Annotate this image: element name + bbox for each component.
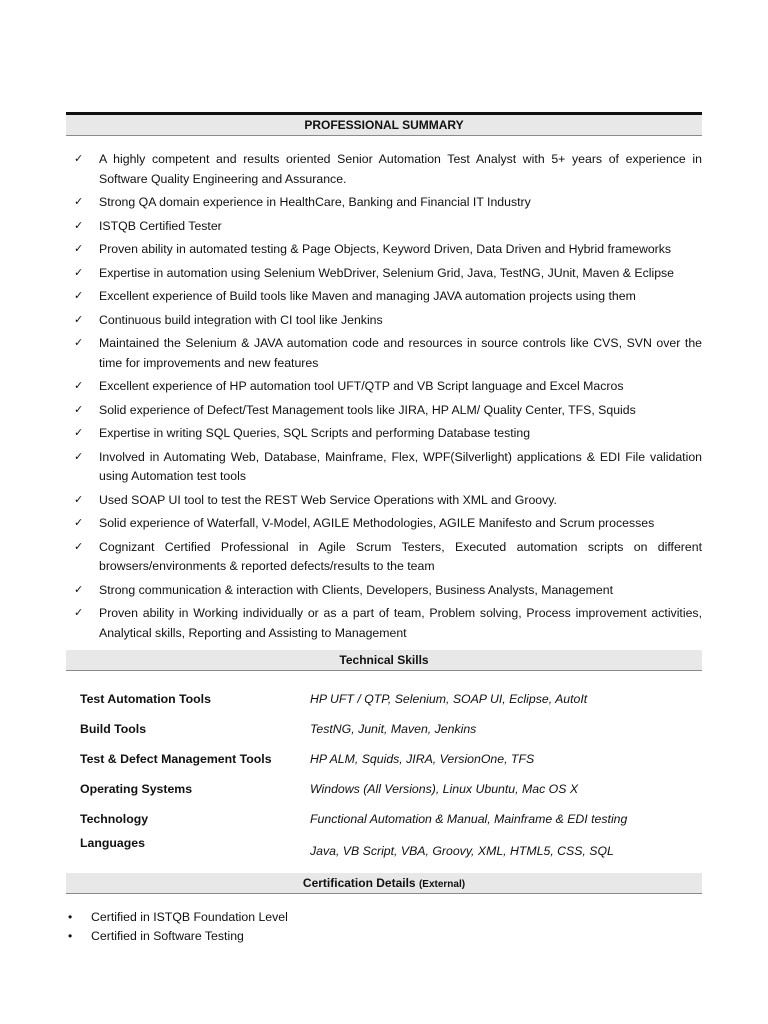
summary-item: ✓ Maintained the Selenium & JAVA automation code and resources in source controls like CVS, SVN over the time for improvements and new features: [74, 336, 702, 370]
summary-item: ✓ ISTQB Certified Tester: [74, 217, 702, 237]
technical-skills-table: [80, 692, 680, 874]
skill-category: Build Tools: [80, 722, 147, 736]
skill-value: Windows (All Versions), Linux Ubuntu, Mac OS X: [310, 782, 579, 796]
summary-item: ✓ Solid experience of Waterfall, V-Model, AGILE Methodologies, AGILE Manifesto and Scrum processes: [74, 514, 702, 534]
checkmark-icon: ✓: [74, 403, 84, 416]
checkmark-icon: ✓: [74, 583, 84, 596]
skill-row: [80, 722, 680, 752]
checkmark-icon: ✓: [74, 219, 84, 232]
checkmark-icon: ✓: [74, 427, 84, 439]
summary-item: ✓ Excellent experience of Build tools like Maven and managing JAVA automation projects using them: [74, 287, 702, 307]
checkmark-icon: ✓: [74, 517, 84, 529]
skill-category: Test Automation Tools: [80, 692, 211, 706]
summary-item: ✓ Cognizant Certified Professional in Agile Scrum Testers, Executed automation scripts on different browsers/environments & reported defects/results to the team: [74, 539, 702, 573]
certification-item: • Certified in Software Testing: [66, 927, 288, 946]
summary-item: ✓ Solid experience of Defect/Test Management tools like JIRA, HP ALM/ Quality Center, TFS, Squids: [74, 401, 702, 421]
bullet-icon: •: [68, 910, 73, 924]
checkmark-icon: ✓: [74, 266, 84, 279]
certification-title: Certification Details: [302, 876, 416, 890]
technical-skills-heading: [66, 650, 702, 671]
professional-summary-list: [74, 150, 702, 647]
skill-value: Java, VB Script, VBA, Groovy, XML, HTML5, CSS, SQL: [310, 844, 614, 858]
checkmark-icon: ✓: [74, 153, 84, 165]
professional-summary-heading: [66, 112, 702, 136]
technical-skills-title: Technical Skills: [339, 653, 429, 667]
checkmark-icon: ✓: [74, 196, 84, 208]
summary-item: ✓ Expertise in writing SQL Queries, SQL Scripts and performing Database testing: [74, 424, 702, 444]
professional-summary-title: PROFESSIONAL SUMMARY: [304, 118, 464, 132]
certification-heading: [66, 873, 702, 894]
checkmark-icon: ✓: [74, 540, 84, 553]
skill-row: [80, 692, 680, 722]
certification-item: • Certified in ISTQB Foundation Level: [66, 908, 288, 927]
skill-row: [80, 782, 680, 812]
summary-item: ✓ Strong QA domain experience in HealthCare, Banking and Financial IT Industry: [74, 193, 702, 213]
skill-category: Languages: [80, 836, 145, 850]
checkmark-icon: ✓: [74, 243, 84, 255]
bullet-icon: •: [68, 929, 73, 943]
summary-item: ✓ Excellent experience of HP automation tool UFT/QTP and VB Script language and Excel Macros: [74, 377, 702, 397]
skill-category: Operating Systems: [80, 782, 193, 796]
summary-item: ✓ Involved in Automating Web, Database, Mainframe, Flex, WPF(Silverlight) applications & EDI File validation using Automation test tools: [74, 449, 702, 483]
checkmark-icon: ✓: [74, 313, 84, 326]
skill-category: Test & Defect Management Tools: [80, 752, 272, 766]
checkmark-icon: ✓: [74, 607, 84, 619]
skill-row: [80, 752, 680, 782]
skill-row: [80, 836, 680, 874]
summary-item: ✓ Proven ability in Working individually or as a part of team, Problem solving, Process improvement activities, Analytical skills, Reporting and Assisting to Management: [74, 606, 702, 640]
skill-category: Technology: [80, 812, 149, 826]
certification-title-suffix: (External): [418, 879, 466, 890]
skill-value: Functional Automation & Manual, Mainframe & EDI testing: [310, 812, 628, 826]
skill-value: HP ALM, Squids, JIRA, VersionOne, TFS: [310, 752, 535, 766]
skill-row: [80, 812, 680, 836]
summary-item: ✓ Expertise in automation using Selenium WebDriver, Selenium Grid, Java, TestNG, JUnit, Maven & Eclipse: [74, 264, 702, 284]
skill-value: TestNG, Junit, Maven, Jenkins: [310, 722, 477, 736]
checkmark-icon: ✓: [74, 290, 84, 302]
checkmark-icon: ✓: [74, 450, 84, 463]
checkmark-icon: ✓: [74, 493, 84, 506]
skill-value: HP UFT / QTP, Selenium, SOAP UI, Eclipse, AutoIt: [310, 692, 588, 706]
checkmark-icon: ✓: [74, 380, 84, 392]
summary-item: ✓ Used SOAP UI tool to test the REST Web Service Operations with XML and Groovy.: [74, 491, 702, 511]
summary-item: ✓ Strong communication & interaction with Clients, Developers, Business Analysts, Management: [74, 581, 702, 601]
summary-item: ✓ Continuous build integration with CI tool like Jenkins: [74, 311, 702, 331]
checkmark-icon: ✓: [74, 337, 84, 349]
certification-list: [66, 908, 288, 946]
summary-item: ✓ Proven ability in automated testing & Page Objects, Keyword Driven, Data Driven and Hybrid frameworks: [74, 240, 702, 260]
summary-item: ✓ A highly competent and results oriented Senior Automation Test Analyst with 5+ years of experience in Software Quality Engineering and Assurance.: [74, 152, 702, 186]
